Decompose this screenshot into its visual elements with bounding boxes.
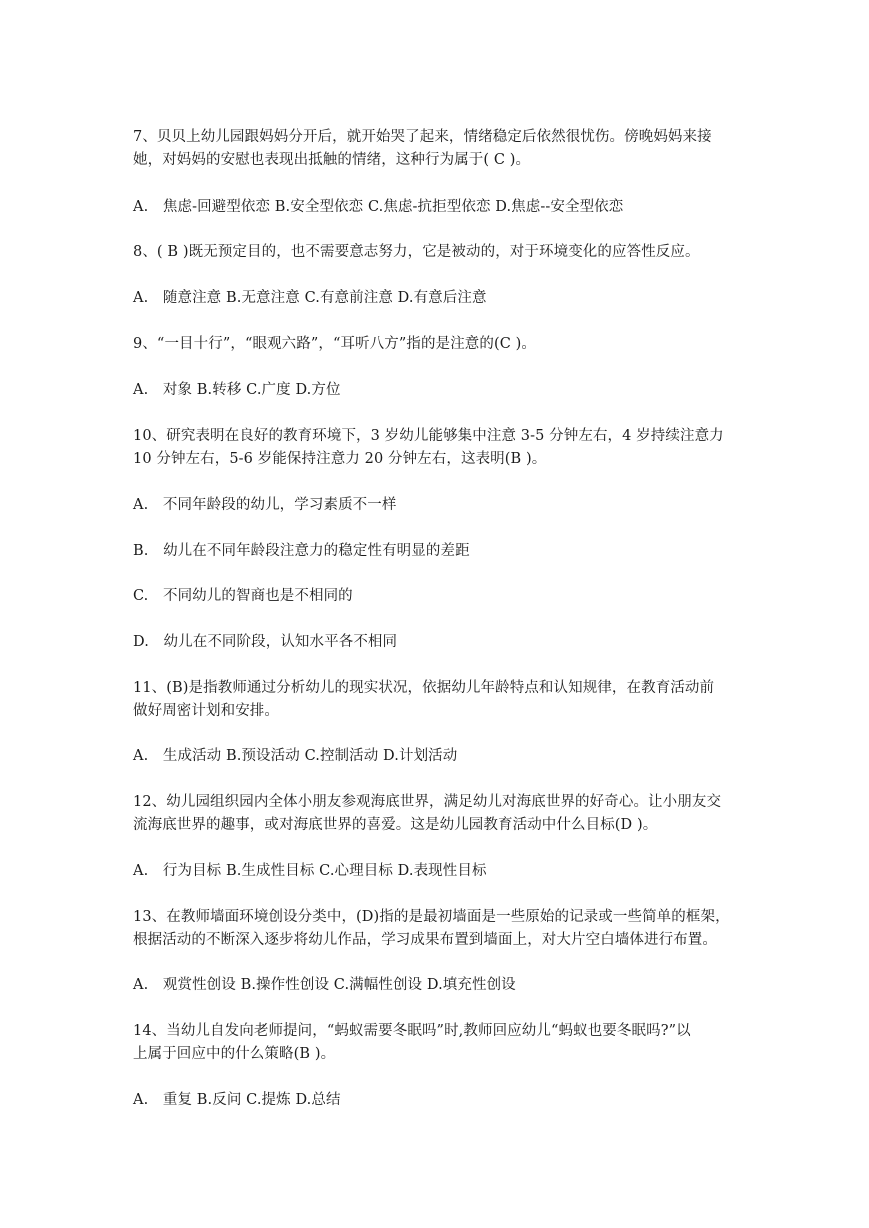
- question-10-option-a: A. 不同年龄段的幼儿，学习素质不一样: [133, 497, 397, 513]
- question-11-options: A. 生成活动 B.预设活动 C.控制活动 D.计划活动: [133, 748, 458, 764]
- question-11-line-1: 11、(B)是指教师通过分析幼儿的现实状况，依据幼儿年龄特点和认知规律，在教育活动前: [133, 680, 715, 696]
- question-14-line-2: 上属于回应中的什么策略(B )。: [133, 1046, 336, 1062]
- question-7-line-1: 7、贝贝上幼儿园跟妈妈分开后，就开始哭了起来，情绪稳定后依然很忧伤。傍晚妈妈来接: [133, 129, 712, 145]
- question-8-line-1: 8、( B )既无预定目的，也不需要意志努力，它是被动的，对于环境变化的应答性反应。: [133, 244, 700, 260]
- question-14-line-1: 14、当幼儿自发向老师提问，“蚂蚁需要冬眠吗”时,教师回应幼儿“蚂蚁也要冬眠吗?”以: [133, 1023, 691, 1039]
- question-12-options: A. 行为目标 B.生成性目标 C.心理目标 D.表现性目标: [133, 863, 487, 879]
- question-12-line-2: 流海底世界的趣事，或对海底世界的喜爱。这是幼儿园教育活动中什么目标(D )。: [133, 817, 658, 833]
- question-12-line-1: 12、幼儿园组织园内全体小朋友参观海底世界，满足幼儿对海底世界的好奇心。让小朋友交: [133, 794, 722, 810]
- question-7-line-2: 她，对妈妈的安慰也表现出抵触的情绪，这种行为属于( C )。: [133, 152, 531, 168]
- question-10-option-d: D. 幼儿在不同阶段，认知水平各不相同: [133, 634, 398, 650]
- question-10-line-1: 10、研究表明在良好的教育环境下，3 岁幼儿能够集中注意 3-5 分钟左右，4 岁持续注意力: [133, 428, 724, 444]
- question-10-option-b: B. 幼儿在不同年龄段注意力的稳定性有明显的差距: [133, 543, 470, 559]
- question-10-option-c: C. 不同幼儿的智商也是不相同的: [133, 588, 353, 604]
- question-7-options: A. 焦虑-回避型依恋 B.安全型依恋 C.焦虑-抗拒型依恋 D.焦虑--安全型依恋: [133, 199, 624, 215]
- question-11-line-2: 做好周密计划和安排。: [133, 703, 279, 719]
- question-14-options: A. 重复 B.反问 C.提炼 D.总结: [133, 1092, 341, 1108]
- question-9-line-1: 9、“一目十行”，“眼观六路”，“耳听八方”指的是注意的(C )。: [133, 336, 537, 352]
- question-9-options: A. 对象 B.转移 C.广度 D.方位: [133, 382, 341, 398]
- question-10-line-2: 10 分钟左右，5-6 岁能保持注意力 20 分钟左右，这表明(B )。: [133, 451, 547, 467]
- question-13-line-1: 13、在教师墙面环境创设分类中，(D)指的是最初墙面是一些原始的记录或一些简单的框架，: [133, 909, 730, 925]
- question-13-options: A. 观赏性创设 B.操作性创设 C.满幅性创设 D.填充性创设: [133, 977, 516, 993]
- question-13-line-2: 根据活动的不断深入逐步将幼儿作品，学习成果布置到墙面上，对大片空白墙体进行布置。: [133, 932, 717, 948]
- question-8-options: A. 随意注意 B.无意注意 C.有意前注意 D.有意后注意: [133, 290, 487, 306]
